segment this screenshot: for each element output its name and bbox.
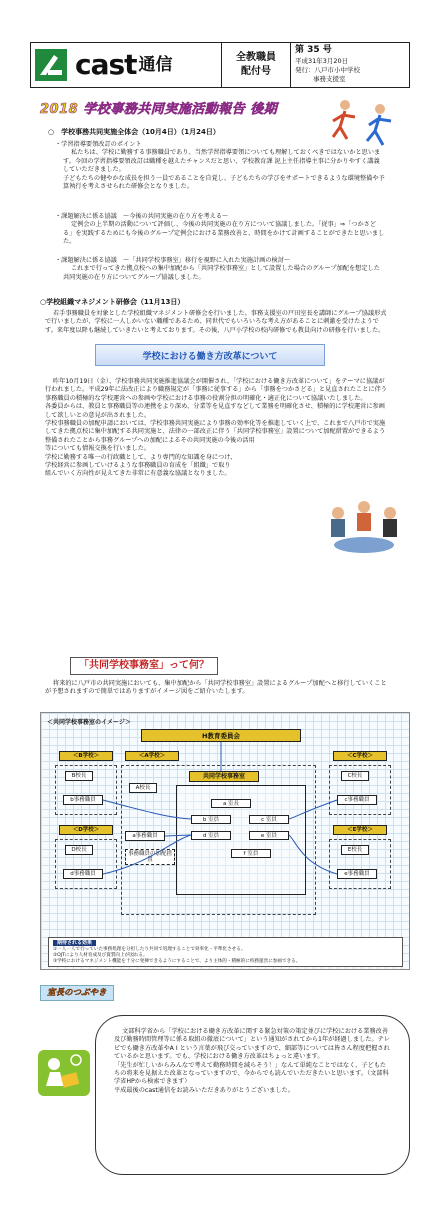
publisher: 発行：八戸市小中学校	[295, 66, 360, 74]
effect-2: ②OJTにより人材育成及び資質向上が図れる。	[53, 953, 148, 958]
joint-item-3	[55, 257, 385, 282]
joint-item-1	[55, 141, 385, 191]
report-title: 2018 学校事務共同実施活動報告 後期	[40, 102, 278, 117]
meeting-illustration-icon	[318, 495, 410, 565]
diagram-title: ＜共同学校事務室のイメージ＞	[47, 719, 131, 726]
distribution-line2: 配付号	[241, 66, 271, 77]
item2-body: 定例会の上半期の活動について評価し、今後の共同実施の在り方について協議しました。「従事」⇒「つかさどる」を実践するためにも今後のグループ定例会における業務改善と、時間をかけて計画することができたと思いました。	[63, 221, 385, 246]
effect-1: ①一人一人で行っていた事務処理を分担したり共同で処理することで効率化・平準化させる。	[53, 947, 246, 952]
item2-heading: ・課題解決に係る協議 ～今後の共同実施の在り方を考える～	[55, 213, 229, 220]
item3-heading: ・課題解決に係る協議 ～「共同学校事務室」移行を視野に入れた実施計画の検討～	[55, 257, 291, 264]
school-d-label: ＜D学校＞	[59, 825, 113, 835]
brand	[71, 43, 221, 87]
school-b-label: ＜B学校＞	[59, 751, 113, 761]
item1-heading: ・学習指導要領改訂のポイント	[55, 141, 142, 148]
support-note: 事務職員の加配措置	[125, 849, 175, 865]
item1-body: 私たちは、学校に勤務する事務職員であり、当然学習指導要領についても理解しておくべきではないかと思います。今回の学習指導要領改訂は職種を越えたチャンスだと思い、学校教育課 泥上主任指導主事に分かりやすく講義していただきました。 子どもたちの健やかな成長を担う一員であることを自覚し、子どもたちの学びをサポートできるような環境整備や予算執行を考えさせられた研修会となりました。	[63, 149, 385, 191]
school-a-staff: a事務職員	[125, 831, 165, 841]
office-member-e: e 室員	[249, 831, 289, 840]
publisher-dept: 事務支援室	[313, 75, 346, 83]
school-e-label: ＜E学校＞	[333, 825, 387, 835]
school-e-principal: E校長	[341, 845, 369, 855]
director-message-bubble	[95, 1015, 410, 1175]
workstyle-body: 昨年10月19日（金）、学校事務共同実施推進協議会が開催され、「学校における働き方改革について」をテーマに協議が行われました。平成29年に法改正により職務規定が「事務に従事する」から「事務をつかさどる」と見直されたことに伴う事務職員の積極的な学校運営への参画や学校における事務の役割分担の明確化・適正化について協議いたしました。 各委員からは、教員と事務職員等の連携をより深め、分業等を見直すなどして業務を明確化させ、積極的に学校運営に参画して欲しいとの意見が出されました。 学校事務職員の加配申請においては、学校事務共同実施により事務の効率化等を推進していく上で、これまで八戸市で実施してきた拠点校に集中加配する共同実施と、法律の一部改正に伴う「共同学校事務室」設置について加配措置ができるよう 整備されたことから事務グループへの加配によるその共同実施の今後の活用 等についても情報交換を行いました。 学校に勤務する唯一の行政職として、より専門的な知識を身につけ、 学校経営に参画していけるような事務職員の育成を「組織」で取り 組んでいく方向性が見えてきた非常に有意義な協議となりました。	[45, 378, 387, 478]
school-d-staff: d事務職員	[63, 869, 103, 879]
school-c-principal: C校長	[341, 771, 369, 781]
expected-effects	[48, 937, 403, 967]
management-heading-text: 学校組織マネジメント研修会（11月13日）	[46, 298, 185, 306]
effect-3: ③学校におけるマネジメント機能を十分に発揮できるようにすることで、より主体的・積極的に校務運営に参画できる。	[53, 959, 301, 964]
office-member-c: c 室員	[249, 815, 289, 824]
issue-date: 平成31年3月20日	[295, 57, 349, 65]
school-e-staff: e事務職員	[337, 869, 377, 879]
issue-info	[291, 43, 409, 87]
item3-body: これまで行ってきた拠点校への集中加配から「共同学校事務室」として設置した場合のグループ加配を想定した共同実施の在り方についてグループ協議しました。	[63, 265, 380, 281]
diagram-connectors	[41, 713, 411, 971]
joint-office-diagram	[40, 712, 410, 970]
director-message: 文部科学省から「学校における働き方改革に関する緊急対策の策定並びに学校における業務改善及び勤務時間管理等に係る取組の徹底について」という通知がされてから1年が経過しました。テレビでも働き方改革やA I という言葉が飛び交っていますので、細部等については皆さん程度把握されているかと思います。でも、学校における働き方改革はちょっと違います。 「先生が忙しいからみんなで考えて勤務時間を減らそう！」なんて単純なことではなく、子どもたちの将来を見据えた改革となっていますので、今からでも読んでいただきたいと思います。（文部科学省HPから検索できます） 平成最後のcast通信をお読みいただきありがとうございました。	[114, 1028, 390, 1094]
management-body: 若手事務職員を対象とした学校組織マネジメント研修会を行いました。事務支援室の戸田室長を講師にグループ協議形式で行いましたが、学校に一人しかいない職種であるため、同世代でもいろいろな考え方があることに刺激を受けたようです。来年度以降も継続していきたいと考えております。その後、八戸小学校の校内研修でも教員向けの研修を行いました。	[45, 310, 387, 334]
joint-office-intro: 将来的に八戸市の共同実施においても、集中加配から「共同学校事務室」設置によるグループ加配へと移行していくことが予想されますので簡単ではありますがイメージ図をご紹介いたします。	[45, 680, 387, 696]
director-avatar	[38, 1050, 90, 1096]
office-member-b: b 室員	[191, 815, 231, 824]
effects-heading: 期待される効果	[53, 940, 96, 946]
joint-office-title: 「共同学校事務室」って何？	[70, 657, 218, 675]
director-column-title: 室長のつぶやき	[40, 985, 114, 1001]
school-a-label: ＜A学校＞	[125, 751, 179, 761]
school-d-principal: D校長	[65, 845, 93, 855]
logo-mark	[31, 43, 71, 87]
board-of-education: H教育委員会	[141, 729, 301, 742]
workstyle-banner: 学校における働き方改革について	[95, 344, 325, 366]
school-a-principal: A校長	[129, 783, 157, 793]
issue-number: 第 35 号	[295, 45, 332, 55]
joint-item-2	[55, 213, 385, 247]
cast-logo-icon	[34, 48, 68, 82]
office-member-d: d 室員	[191, 831, 231, 840]
section-heading-management: ○学校組織マネジメント研修会（11月13日）	[40, 298, 185, 306]
masthead	[30, 42, 410, 88]
school-c-staff: c事務職員	[337, 795, 377, 805]
office-member-f: f 室員	[231, 849, 271, 858]
brand-name: cast	[75, 48, 137, 81]
distribution-box	[221, 43, 291, 87]
joint-office-label: 共同学校事務室	[189, 771, 259, 782]
lightbulb-person-icon	[38, 1050, 90, 1096]
distribution-line1: 全教職員	[236, 52, 276, 63]
office-member-a: a 室長	[211, 799, 251, 808]
brand-kanji: 通信	[138, 55, 173, 75]
school-b-principal: B校長	[65, 771, 93, 781]
school-c-label: ＜C学校＞	[333, 751, 387, 761]
joint-heading-text: 学校事務共同実施全体会（10月4日）（1月24日）	[61, 128, 220, 136]
school-b-staff: b事務職員	[63, 795, 103, 805]
section-heading-joint: ○ 学校事務共同実施全体会（10月4日）（1月24日）	[48, 128, 220, 136]
